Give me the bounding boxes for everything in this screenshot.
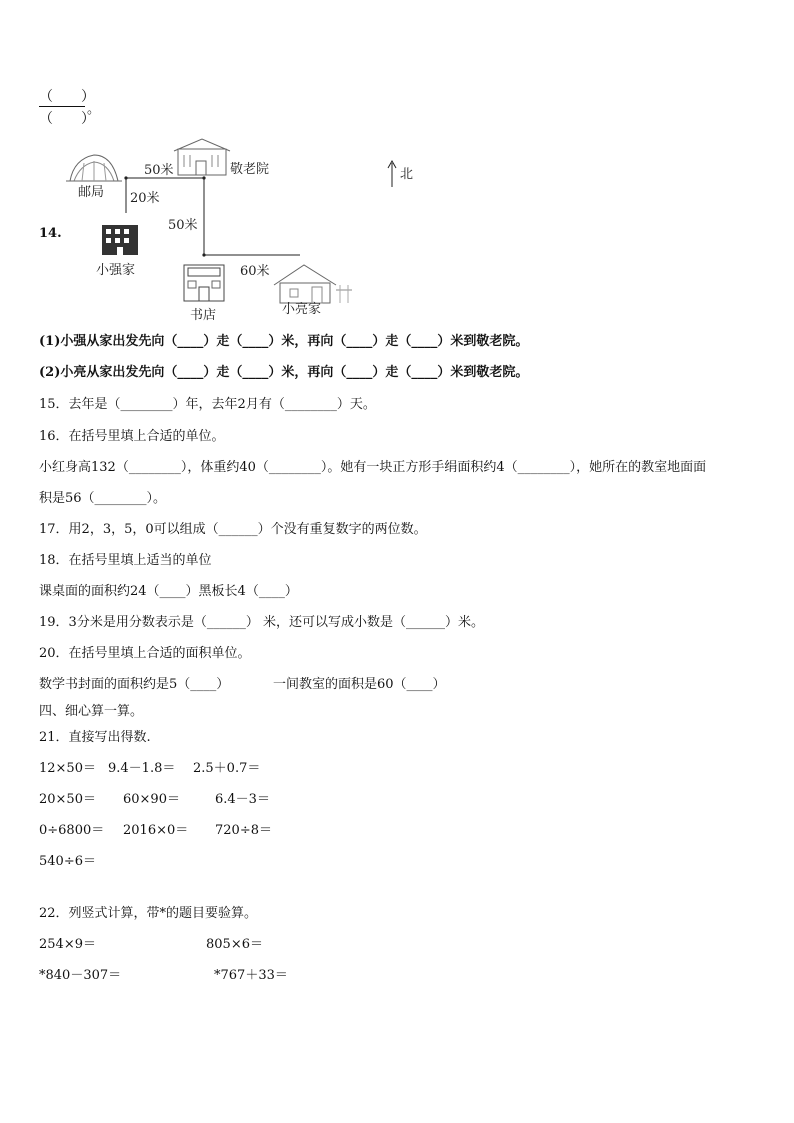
q15: 15．去年是（________）年，去年2月有（________）天。 — [39, 397, 376, 412]
q20-item2: 一间教室的面积是60（____） — [273, 677, 446, 692]
q21-title: 21．直接写出得数. — [39, 730, 151, 745]
fraction-bar — [39, 106, 85, 107]
q19: 19．3分米是用分数表示是（______） 米，还可以写成小数是（______）米。 — [39, 615, 484, 630]
label-nursing-home: 敬老院 — [230, 162, 270, 177]
section-4-heading: 四、细心算一算。 — [39, 704, 144, 719]
q21-r3c1: 0÷6800＝ — [39, 823, 105, 838]
q14-sub2: (2)小亮从家出发先向（____）走（____）米，再向（____）走（____）米到敬老院。 — [39, 365, 529, 380]
q21-r1c3: 2.5＋0.7＝ — [193, 761, 261, 776]
nursing-home-icon — [174, 139, 230, 175]
label-north: 北 — [400, 167, 414, 182]
q21-r2c3: 6.4－3＝ — [215, 792, 270, 807]
label-dist-60: 60米 — [240, 264, 270, 279]
q18-title: 18．在括号里填上适当的单位 — [39, 553, 212, 568]
label-dist-50-mid: 50米 — [168, 218, 198, 233]
q16-line2: 积是56（________）。 — [39, 491, 167, 506]
q22-r1c2: 805×6＝ — [206, 937, 263, 952]
q14-map — [60, 135, 420, 330]
q22-r2c2: *767＋33＝ — [214, 968, 288, 983]
q21-r4c1: 540÷6＝ — [39, 854, 96, 869]
q21-r2c1: 20×50＝ — [39, 792, 96, 807]
q18-line: 课桌面的面积约24（____）黑板长4（____） — [39, 584, 298, 599]
q21-r3c3: 720÷8＝ — [215, 823, 272, 838]
label-post-office: 邮局 — [78, 185, 105, 200]
q20-item1: 数学书封面的面积约是5（____） — [39, 677, 230, 692]
q22-title: 22．列竖式计算，带*的题目要验算。 — [39, 906, 258, 921]
fraction-numerator: （ ） — [39, 89, 95, 105]
fraction-period: 。 — [87, 102, 101, 117]
q21-r1c1: 12×50＝ — [39, 761, 96, 776]
north-arrow-icon — [388, 161, 396, 187]
q16-line1: 小红身高132（________），体重约40（________）。她有一块正方形手绢面积约4（________），她所在的教室地面面 — [39, 460, 707, 475]
q21-r2c2: 60×90＝ — [123, 792, 180, 807]
label-dist-20: 20米 — [130, 191, 160, 206]
q21-r1c2: 9.4－1.8＝ — [108, 761, 176, 776]
q16-title: 16．在括号里填上合适的单位。 — [39, 429, 225, 444]
fraction-blank — [39, 86, 101, 130]
q17: 17．用2，3，5，0可以组成（______）个没有重复数字的两位数。 — [39, 522, 427, 537]
label-xiaoliang-home: 小亮家 — [282, 302, 322, 317]
q14-sub1: (1)小强从家出发先向（____）走（____）米，再向（____）走（____）米到敬老院。 — [39, 334, 529, 349]
bookstore-icon — [184, 265, 224, 301]
q21-r3c2: 2016×0＝ — [123, 823, 189, 838]
label-xiaoqiang-home: 小强家 — [96, 263, 136, 278]
q14-number: 14. — [39, 226, 62, 241]
post-office-icon — [66, 155, 122, 181]
q20-title: 20．在括号里填上合适的面积单位。 — [39, 646, 251, 661]
q22-r1c1: 254×9＝ — [39, 937, 96, 952]
label-dist-50-top: 50米 — [144, 163, 174, 178]
q22-r2c1: *840－307＝ — [39, 968, 122, 983]
xiaoliang-home-icon — [274, 265, 352, 303]
xiaoqiang-home-icon — [102, 225, 138, 255]
fraction-denominator: （ ） — [39, 111, 95, 127]
label-bookstore: 书店 — [190, 308, 217, 323]
